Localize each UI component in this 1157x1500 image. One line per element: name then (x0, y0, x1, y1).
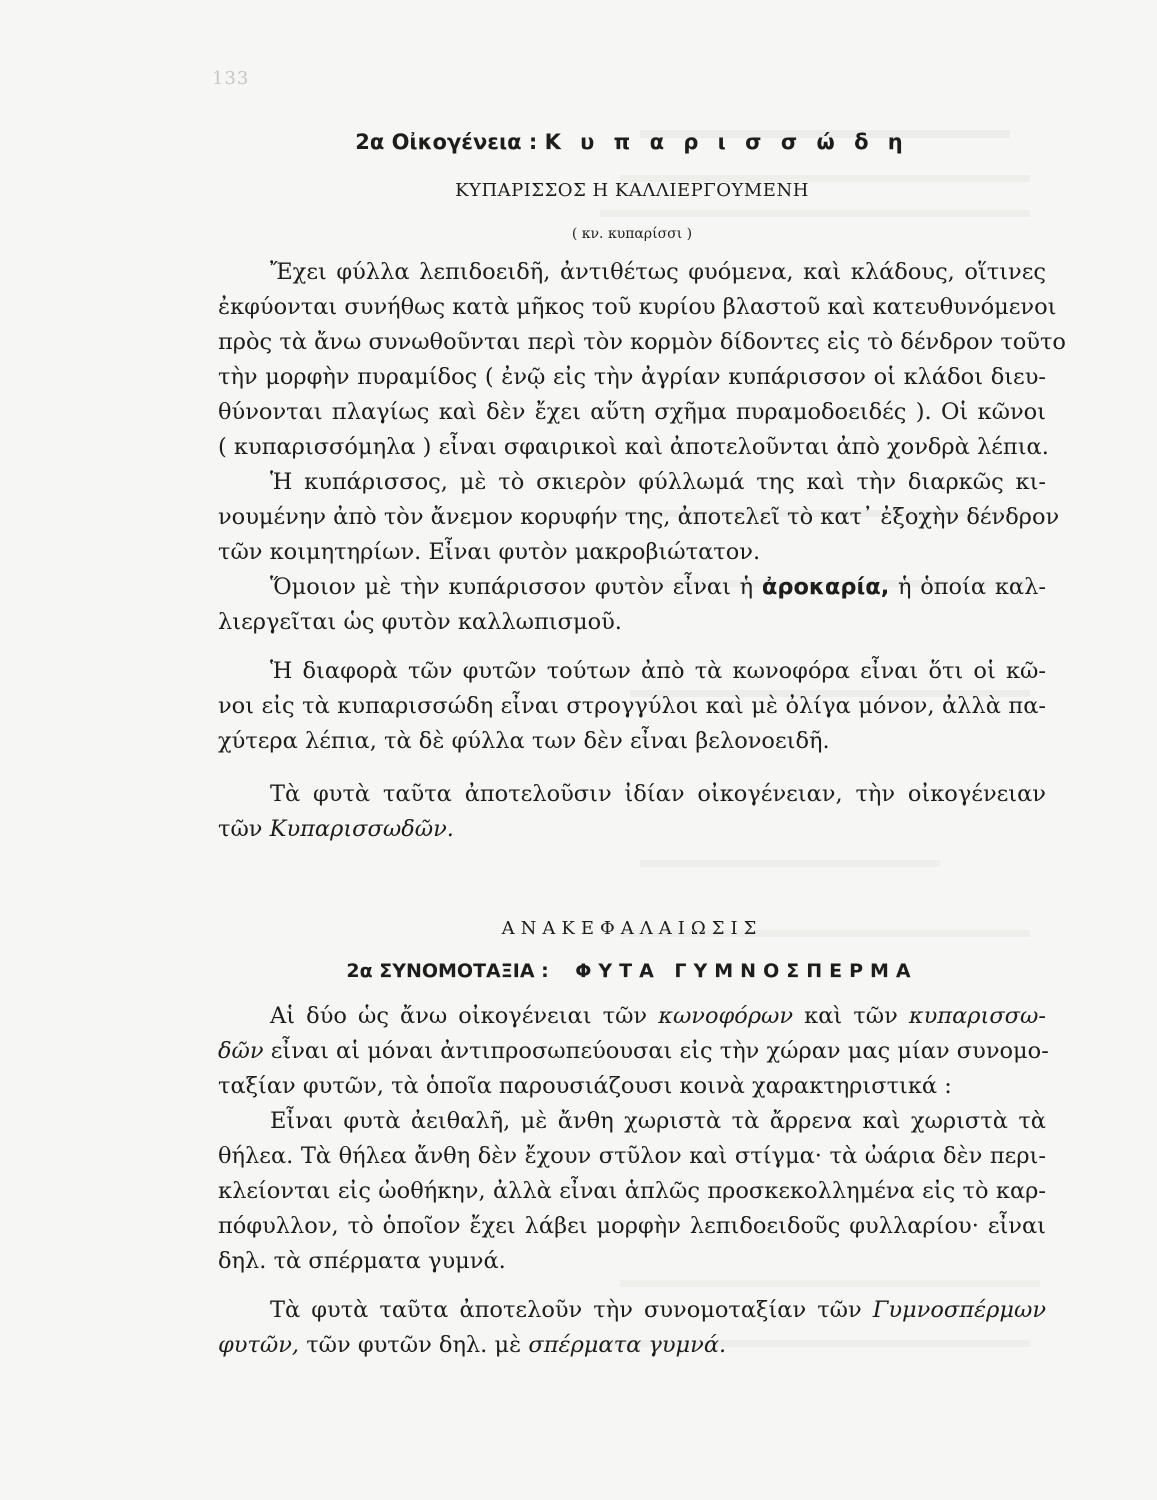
text-line: τῶν κοιμητηρίων. Εἶναι φυτὸν μακροβιώτατον. (218, 539, 761, 565)
text-line: λιεργεῖται ὡς φυτὸν καλλωπισμοῦ. (218, 609, 622, 635)
text-line: ( κυπαρισσόμηλα ) εἶναι σφαιρικοὶ καὶ ἀποτελοῦνται ἀπὸ χονδρὰ λέπια. (218, 434, 1049, 460)
text-line: θήλεα. Τὰ θήλεα ἄνθη δὲν ἔχουν στῦλον καὶ στίγμα· τὰ ὠάρια δὲν περι- (218, 1143, 1046, 1169)
text-line (218, 570, 1046, 605)
family-heading (218, 125, 1046, 159)
italic-term: Γυμνοσπέρμων (872, 1297, 1046, 1323)
italic-term: κυπαρισσω- (908, 1003, 1046, 1029)
text-fragment: τῶν (218, 816, 263, 842)
text-fragment: εἶναι αἱ μόναι ἀντιπροσωπεύουσαι εἰς τὴν χώραν μας μίαν συνομο- (270, 1038, 1049, 1064)
family-heading-name: Κ υ π α ρ ι σ σ ώ δ η (544, 130, 909, 154)
text-line: δηλ. τὰ σπέρματα γυμνά. (218, 1248, 506, 1274)
paragraph-cypress (218, 465, 1060, 570)
text-fragment: Τὰ φυτὰ ταῦτα ἀποτελοῦν τὴν συνομοταξίαν τῶν (270, 1297, 862, 1323)
text-line (218, 1293, 1046, 1328)
italic-term: δῶν (218, 1038, 264, 1064)
text-fragment: τῶν φυτῶν δηλ. μὲ (306, 1332, 522, 1358)
text-line (218, 1034, 1049, 1069)
text-line: κλείονται εἰς ὠοθήκην, ἀλλὰ εἶναι ἁπλῶς προσκεκολλημένα εἰς τὸ καρ- (218, 1178, 1046, 1204)
paragraph-araucaria (218, 570, 1046, 640)
paragraph-difference (218, 654, 1046, 759)
text-line: τὴν μορφὴν πυραμίδος ( ἐνῷ εἰς τὴν ἀγρίαν κυπάρισσον οἱ κλάδοι διευ- (218, 364, 1046, 390)
subphylum-prefix: 2α ΣΥΝΟΜΟΤΑΞΙΑ : (346, 960, 549, 982)
text-line: πρὸς τὰ ἄνω συνωθοῦνται περὶ τὸν κορμὸν δίδοντες εἰς τὸ δένδρον τοῦτο (218, 329, 1066, 355)
subphylum-name: ΦΥΤΑ ΓΥΜΝΟΣΠΕΡΜΑ (575, 960, 918, 982)
text-line: ἐκφύονται συνήθως κατὰ μῆκος τοῦ κυρίου βλαστοῦ καὶ κατευθυνόμενοι (218, 294, 1057, 320)
text-line: χύτερα λέπια, τὰ δὲ φύλλα των δὲν εἶναι βελονοειδῆ. (218, 728, 830, 754)
text-line: πόφυλλον, τὸ ὁποῖον ἔχει λάβει μορφὴν λεπιδοειδοῦς φυλλαρίου· εἶναι (218, 1213, 1046, 1239)
text-line: Εἶναι φυτὰ ἀειθαλῆ, μὲ ἄνθη χωριστὰ τὰ ἄρρενα καὶ χωριστὰ τὰ (270, 1108, 1046, 1134)
text-line (218, 1328, 1046, 1363)
paragraph-conclusion (218, 1293, 1046, 1363)
paragraph-description (218, 255, 1066, 465)
text-line: Τὰ φυτὰ ταῦτα ἀποτελοῦσιν ἰδίαν οἰκογένειαν, τὴν οἰκογένειαν (270, 781, 1046, 807)
family-heading-prefix: 2α Οἰκογένεια : (355, 130, 538, 154)
italic-term: σπέρματα γυμνά. (528, 1332, 727, 1358)
text-fragment: Ὅμοιον μὲ τὴν κυπάρισσον φυτὸν εἶναι ἡ (270, 574, 754, 600)
paragraph-summary-intro (218, 999, 1049, 1104)
subphylum-heading (218, 949, 1046, 993)
paragraph-family (218, 777, 1046, 847)
text-line: ταξίαν φυτῶν, τὰ ὁποῖα παρουσιάζουσι κοινὰ χαρακτηριστικά : (218, 1073, 952, 1099)
text-line: νουμένην ἀπὸ τὸν ἄνεμον κορυφήν της, ἀποτελεῖ τὸ κατ᾽ ἐξοχὴν δένδρον (218, 504, 1060, 530)
text-fragment: καὶ τῶν (804, 1003, 898, 1029)
text-column (218, 125, 1066, 1363)
text-line: νοι εἰς τὰ κυπαρισσώδη εἶναι στρογγύλοι καὶ μὲ ὀλίγα μόνον, ἀλλὰ πα- (218, 693, 1046, 719)
species-title: ΚΥΠΑΡΙΣΣΟΣ Η ΚΑΛΛΙΕΡΓΟΥΜΕΝΗ (455, 180, 809, 201)
text-line: Ἡ διαφορὰ τῶν φυτῶν τούτων ἀπὸ τὰ κωνοφόρα εἶναι ὅτι οἱ κῶ- (270, 658, 1046, 684)
text-line (218, 812, 1046, 847)
text-line: Ἔχει φύλλα λεπιδοειδῆ, ἀντιθέτως φυόμενα, καὶ κλάδους, οἵτινες (270, 259, 1046, 285)
summary-title: ΑΝΑΚΕΦΑΛΑΙΩΣΙΣ (501, 918, 763, 939)
text-line: θύνονται πλαγίως καὶ δὲν ἔχει αὕτη σχῆμα πυραμοδοειδές ). Οἱ κῶνοι (218, 399, 1046, 425)
text-line: Ἡ κυπάρισσος, μὲ τὸ σκιερὸν φύλλωμά της καὶ τὴν διαρκῶς κι- (270, 469, 1046, 495)
bold-term: ἀροκαρία, (761, 574, 890, 600)
paragraph-characteristics (218, 1104, 1046, 1279)
italic-term: κωνοφόρων (658, 1003, 794, 1029)
common-name: ( κν. κυπαρίσσι ) (571, 226, 693, 242)
page-number: 133 (212, 68, 250, 89)
text-fragment: ἡ ὁποία καλ- (898, 574, 1046, 600)
text-fragment: Αἱ δύο ὡς ἄνω οἰκογένειαι τῶν (270, 1003, 648, 1029)
text-line (218, 999, 1046, 1034)
italic-term: φυτῶν, (218, 1332, 300, 1358)
italic-term: Κυπαρισσωδῶν. (269, 816, 454, 842)
